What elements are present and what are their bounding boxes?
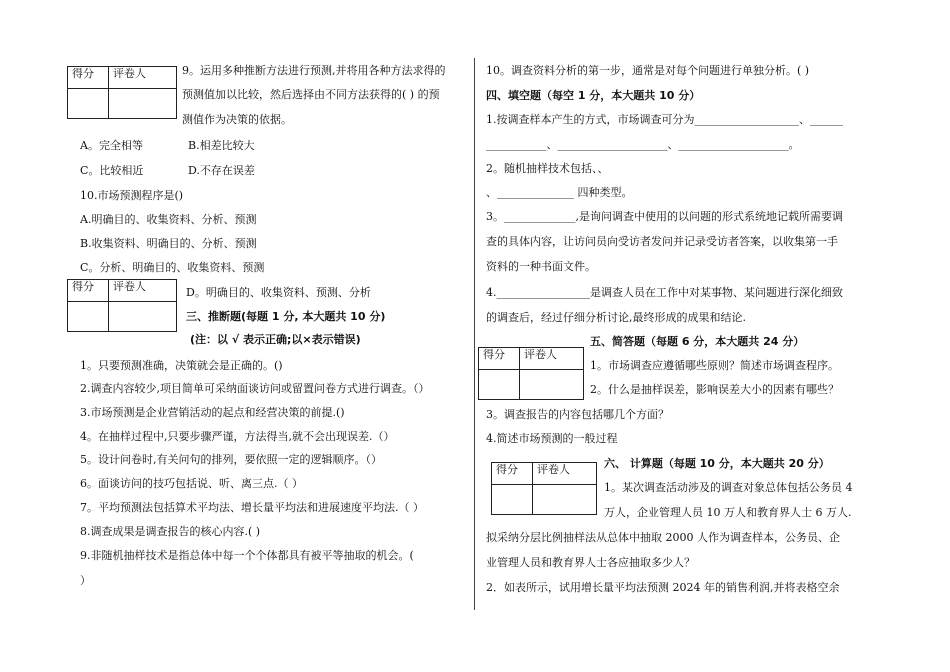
score-label: 得分 <box>68 280 109 302</box>
judgment-item: 10。调查资料分析的第一步，通常是对每个问题进行单独分析。( ) <box>486 64 810 77</box>
grader-cell <box>109 302 177 332</box>
short-answer-item: 2。什么是抽样误差，影响误差大小的因素有哪些？ <box>590 383 839 396</box>
calc-item-1: 1。某次调查活动涉及的调查对象总体包括公务员 4 <box>604 481 853 494</box>
score-label: 得分 <box>492 463 533 485</box>
column-divider <box>474 58 475 610</box>
section-3-title: 三、推断题(每题 1 分, 本大题共 10 分) <box>186 310 386 323</box>
score-box-q9 <box>67 66 177 119</box>
score-box-section3 <box>67 279 177 332</box>
fill-item-1: 1.按调查样本产生的方式，市场调查可分为___________________、______ <box>486 113 843 126</box>
section-5-title: 五、简答题（每题 6 分，本大题共 24 分） <box>590 335 805 348</box>
short-answer-item: 1。市场调查应遵循哪些原则？简述市场调查程序。 <box>590 359 839 372</box>
option-d: D。明确目的、收集资料、预测、分析 <box>186 286 371 299</box>
judgment-item: 2.调查内容较少,项目简单可采纳面谈访问或留置问卷方式进行调查。（） <box>80 382 430 395</box>
fill-item-3: 3。_____________,是询问调查中使用的以问题的形式系统地记载所需要调 <box>486 210 843 223</box>
section-4-title: 四、填空题（每空 1 分，本大题共 10 分） <box>486 89 701 102</box>
calc-item-2: 2．如表所示，试用增长量平均法预测 2024 年的销售利润,并将表格空余 <box>486 581 840 594</box>
calc-item-1: 万人，企业管理人员 10 万人和教育界人士 6 万人. <box>604 506 852 519</box>
judgment-item: 6。面谈访问的技巧包括说、听、离三点.（ ） <box>80 477 303 490</box>
score-label: 得分 <box>68 67 109 89</box>
grader-label: 评卷人 <box>109 280 177 302</box>
score-label: 得分 <box>479 348 520 370</box>
score-box-section6 <box>491 462 597 515</box>
question-9-text: 预测值加以比较，然后选择由不同方法获得的( ) 的预 <box>182 88 440 101</box>
score-cell <box>492 485 533 515</box>
score-cell <box>479 370 520 400</box>
option-c: C。比较相近 <box>80 164 144 177</box>
grader-label: 评卷人 <box>520 348 584 370</box>
calc-item-1: 拟采纳分层比例抽样法从总体中抽取 2000 人作为调查样本，公务员、企 <box>486 531 840 544</box>
fill-item-2: 2。随机抽样技术包括、、 <box>486 162 609 175</box>
section-6-title: 六、 计算题（每题 10 分，本大题共 20 分） <box>604 457 830 470</box>
grader-cell <box>533 485 597 515</box>
judgment-item: 7。平均预测法包括算术平均法、增长量平均法和进展速度平均法.（ ） <box>80 501 424 514</box>
judgment-item: 8.调查成果是调查报告的核心内容.( ) <box>80 525 261 538</box>
score-cell <box>68 302 109 332</box>
judgment-item: ） <box>80 574 91 587</box>
grader-cell <box>520 370 584 400</box>
grader-cell <box>109 89 177 119</box>
short-answer-item: 3。调查报告的内容包括哪几个方面？ <box>486 408 669 421</box>
question-10-text: 10.市场预测程序是() <box>80 189 184 202</box>
option-a: A。完全相等 <box>80 139 143 152</box>
fill-item-4: 4._________________是调查人员在工作中对某事物、某问题进行深化细致 <box>486 286 843 299</box>
score-cell <box>68 89 109 119</box>
judgment-item: 3.市场预测是企业营销活动的起点和经营决策的前提.() <box>80 406 345 419</box>
option-c: C。分析、明确目的、收集资料、预测 <box>80 261 265 274</box>
fill-item-2: 、______________ 四种类型。 <box>486 186 633 199</box>
option-b: B.收集资料、明确目的、分析、预测 <box>80 237 257 250</box>
grader-label: 评卷人 <box>109 67 177 89</box>
grader-label: 评卷人 <box>533 463 597 485</box>
fill-item-3: 资料的一种书面文件。 <box>486 260 596 273</box>
question-9-text: 9。运用多种推断方法进行预测,并将用各种方法求得的 <box>182 64 446 77</box>
judgment-item: 1。只要预测准确，决策就会是正确的。() <box>80 359 283 372</box>
judgment-item: 4。在抽样过程中,只要步骤严谨，方法得当,就不会出现误差.（） <box>80 430 395 443</box>
score-box-section5 <box>478 347 584 400</box>
calc-item-1: 业管理人员和教育界人士各应抽取多少人？ <box>486 556 695 569</box>
judgment-item: 5。设计问卷时,有关问句的排列，要依照一定的逻辑顺序。（） <box>80 453 382 466</box>
short-answer-item: 4.简述市场预测的一般过程 <box>486 432 618 445</box>
option-b: B.相差比较大 <box>188 139 255 152</box>
section-3-note: (注：以 √ 表示正确;以×表示错误) <box>190 333 361 346</box>
option-d: D.不存在误差 <box>188 164 255 177</box>
option-a: A.明确目的、收集资料、分析、预测 <box>80 213 257 226</box>
fill-item-4: 的调查后，经过仔细分析讨论,最终形成的成果和结论. <box>486 311 746 324</box>
question-9-text: 测值作为决策的依据。 <box>182 113 292 126</box>
fill-item-1: ___________、____________________、____________________。 <box>486 138 800 151</box>
judgment-item: 9.非随机抽样技术是指总体中每一个个体都具有被平等抽取的机会。( <box>80 549 414 562</box>
fill-item-3: 查的具体内容，让访问员向受访者发问并记录受访者答案，以收集第一手 <box>486 235 838 248</box>
